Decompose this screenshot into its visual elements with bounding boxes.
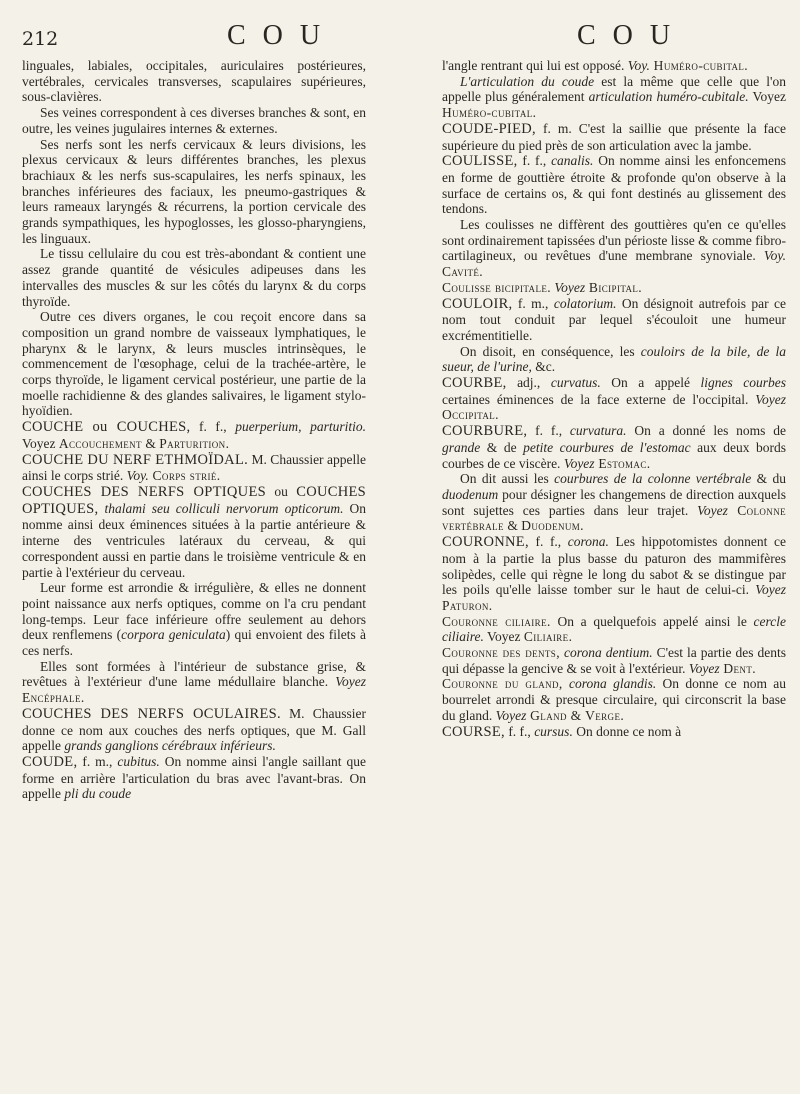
courbure-detail: On dit aussi les courbures de la colonne vertébrale & du duodenum pour désigner les changemens de direction auxquels sont sujettes ces parties dans leur trajet. Voyez Colonne vertébrale & Duodenum. (442, 471, 786, 534)
headword: COUCHES OPTIQUES, (22, 483, 366, 517)
cross-reference: Encéphale. (22, 690, 85, 706)
entry-couches-oculaires: COUCHES DES NERFS OCULAIRES. M. Chaussier donne ce nom aux couches des nerfs optiques, que M. Gall appelle grands ganglions cérébraux inférieurs. (22, 705, 366, 754)
latin-term: cursus. (534, 723, 573, 739)
entry-coude-pied: COUDE-PIED, f. m. C'est la saillie que présente la face supérieure du pied près de son articulation avec la jambe. (442, 120, 786, 153)
headword: COUCHE DU NERF ETHMOÏDAL. (22, 451, 249, 468)
headword: COULISSE, (442, 153, 518, 170)
latin-term: corona. (567, 534, 609, 550)
headword: COURONNE, (442, 534, 529, 551)
entry-couronne-dents: Couronne des dents, corona dentium. C'est la partie des dents qui dépasse la gencive & se voit à l'extérieur. Voyez Dent. (442, 645, 786, 676)
cross-reference: Parturition. (159, 435, 230, 451)
entry-coude: COUDE, f. m., cubitus. On nomme ainsi l'angle saillant que forme en arrière l'articulation du bras avec l'avant-bras. On appelle pli du coude (22, 753, 366, 802)
cross-reference: Dent. (719, 660, 757, 676)
headword: Coulisse bicipitale. (442, 279, 552, 295)
running-head-left: C O U (227, 20, 326, 51)
cross-reference: Paturon. (442, 597, 493, 613)
entry-couche: COUCHE ou COUCHES, f. f., puerperium, parturitio. Voyez Accouchement & Parturition. (22, 419, 366, 451)
latin-term: curvatura. (569, 423, 627, 439)
optiques-substance: Elles sont formées à l'intérieur de substance grise, & revêtues à l'extérieur d'une lame médullaire blanche. Voyez Encéphale. (22, 658, 366, 706)
latin-term: canalis. (551, 153, 594, 169)
latin-term: curvatus. (550, 375, 601, 391)
right-column (442, 58, 786, 1080)
cou-nerfs: Ses nerfs sont les nerfs cervicaux & leurs divisions, les plexus cervicaux & leurs différentes branches, les plexus brachiaux & les nerfs sus-scapulaires, les nerfs spinaux, les branches inférieures des faciaux, les pneumo-gastriques & leurs rameaux laryngés & récurrens, la portion cervicale des grands sympathiques, les hypoglosses, les glosso-pharyngiens, les linguaux. (22, 136, 366, 246)
headword: COUCHES DES NERFS OPTIQUES (22, 483, 266, 500)
cross-reference: Gland & Verge. (526, 707, 625, 723)
cross-reference: Cavité. (442, 264, 484, 280)
latin-term: corona glandis. (569, 676, 657, 692)
cross-reference: Corps strié. (148, 468, 221, 484)
headword: COUDE, (22, 753, 78, 770)
entry-couches-optiques: COUCHES DES NERFS OPTIQUES ou COUCHES OPTIQUES, thalami seu colliculi nervorum opticorum. On nomme ainsi deux éminences situées à la partie antérieure & interne des ventricules latéraux du cerveau, & qui correspondent aussi en partie dans le troisième ventricule & en partie à l'extérieur du cerveau. (22, 483, 366, 580)
headword: COURSE, (442, 723, 505, 740)
running-head-right: C O U (577, 20, 676, 51)
entry-couronne: COURONNE, f. f., corona. Les hippotomistes donnent ce nom à la partie la plus basse du paturon des mammifères solipèdes, celle qui règne le long du sabot & se distingue par les poils qu'elle laisse tomber sur le haut de celui-ci. Voyez Paturon. (442, 534, 786, 613)
entry-coulisse-bicipitale: Coulisse bicipitale. Voyez Bicipital. (442, 279, 643, 295)
headword: COUCHE ou COUCHES, (22, 419, 191, 436)
entry-course: COURSE, f. f., cursus. On donne ce nom à (442, 723, 682, 740)
entry-coulisse: COULISSE, f. f., canalis. On nomme ainsi les enfoncemens en forme de gouttière étroite & profonde qu'on observe à la surface de certains os, & qui font destinés au glissement des tendons. (442, 153, 786, 217)
latin-term: cubitus. (117, 753, 160, 769)
headword: COUDE-PIED, (442, 120, 536, 137)
cross-reference: Occipital. (442, 407, 499, 423)
cross-reference: Colonne vertébrale (442, 502, 786, 534)
entry-couronne-gland: Couronne du gland, corona glandis. On donne ce nom au bourrelet arrondi & presque circulaire, qui circonscrit la base du gland. Voyez Gland & Verge. (442, 676, 786, 723)
latin-term: thalami seu colliculi nervorum opticorum. (98, 500, 344, 516)
entry-couloir: COULOIR, f. m., colatorium. On désignoit autrefois par ce nom tout conduit par lequel s'écouloit une humeur excrémentitielle. (442, 295, 786, 343)
cross-reference: Estomac. (594, 455, 651, 471)
coude-continuation: l'angle rentrant qui lui est opposé. Voy. Huméro-cubital. (442, 58, 749, 73)
headword: Couronne du gland, (442, 676, 563, 692)
cross-reference: Accouchement (58, 435, 142, 451)
latin-term: corona dentium. (563, 645, 653, 661)
cross-reference: Ciliaire. (523, 629, 573, 645)
entry-courbe: COURBE, adj., curvatus. On a appelé lignes courbes certaines éminences de la face externe de l'occipital. Voyez Occipital. (442, 375, 786, 423)
headword: Couronne ciliaire. (442, 613, 551, 629)
coude-articulation: L'articulation du coude est la même que celle que l'on appelle plus généralement articulation huméro-cubitale. Voyez Huméro-cubital. (442, 73, 786, 121)
coulisse-detail: Les coulisses ne diffèrent des gouttières qu'en ce qu'elles sont ordinairement tapissées d'un périoste lisse & comme fibro-cartilagineux, ou revêtues d'une membrane synoviale. Voy. Cavité. (442, 217, 786, 280)
headword: COURBURE, (442, 423, 528, 440)
cou-continuation: linguales, labiales, occipitales, auriculaires postérieures, vertébrales, cervicales transverses, scapulaires supérieures, sous-clavières. (22, 58, 366, 105)
optiques-forme: Leur forme est arrondie & irrégulière, & elles ne donnent point naissance aux nerfs optiques, comme on l'a cru pendant long-temps. Leur face inférieure offre seulement au dehors deux renflemens (corpora geniculata) qui envoient des filets à ces nerfs. (22, 580, 366, 659)
cross-reference: Huméro-cubital. (649, 58, 749, 73)
cross-reference: Bicipital. (585, 279, 643, 295)
entry-courbure: COURBURE, f. f., curvatura. On a donné les noms de grande & de petite courbures de l'estomac aux deux bords courbes de ce viscère. Voyez Estomac. (442, 423, 786, 471)
headword: COUCHES DES NERFS OCULAIRES. (22, 705, 281, 722)
headword: Couronne des dents, (442, 645, 560, 661)
cross-reference: Huméro-cubital. (442, 105, 537, 121)
latin-term: colatorium. (553, 295, 617, 311)
left-column (22, 58, 366, 1080)
cou-organes: Outre ces divers organes, le cou reçoit encore dans sa composition un grand nombre de vaisseaux lymphatiques, le pharynx & le larynx, & leurs muscles intrinsèques, le commencement de l'œsophage, celui de la trachée-artère, le corps thyroïde, le ligament cervical postérieur, une partie de la moelle rachidienne & des glandes salivaires, le ligament stylo-hyoïdien. (22, 309, 366, 419)
headword: COURBE, (442, 375, 507, 392)
couloir-detail: On disoit, en conséquence, les couloirs de la bile, de la sueur, de l'urine, &c. (442, 343, 786, 375)
entry-couronne-ciliaire: Couronne ciliaire. On a quelquefois appelé ainsi le cercle ciliaire. Voyez Ciliaire. (442, 613, 786, 645)
page-header (22, 16, 760, 56)
entry-couche-nerf-ethmoidal: COUCHE DU NERF ETHMOÏDAL. M. Chaussier appelle ainsi le corps strié. Voy. Corps strié. (22, 451, 366, 484)
headword: COULOIR, (442, 295, 513, 312)
page-number: 212 (22, 28, 59, 50)
cou-tissu: Le tissu cellulaire du cou est très-abondant & contient une assez grande quantité de vésicules adipeuses dans les intervalles des muscles & sur les côtés du larynx & du corps thyroïde. (22, 246, 366, 309)
cross-reference: Duodenum. (521, 518, 584, 534)
cou-veines: Ses veines correspondent à ces diverses branches & sont, en outre, les veines jugulaires internes & externes. (22, 105, 366, 136)
latin-term: puerperium, parturitio. (235, 419, 366, 435)
